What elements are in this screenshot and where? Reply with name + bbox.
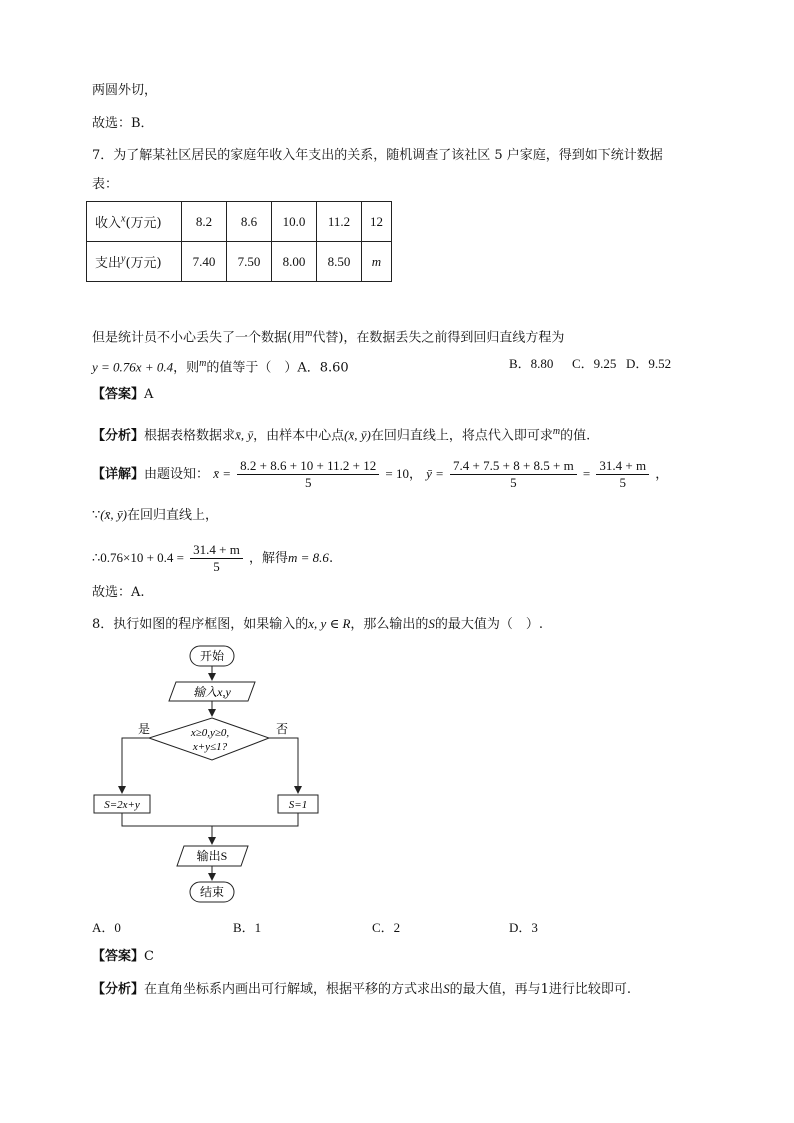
- prev-choice-line: 故选：B．: [92, 116, 154, 131]
- q7-option-c: C．9.25: [572, 356, 617, 371]
- q7-therefore: ∴0.76×10 + 0.4 = $\frac{31.4 + m}{5}$ ，解得m = 8.6.: [92, 542, 334, 574]
- table-cell: 7.50: [227, 242, 272, 282]
- table-cell: 8.00: [272, 242, 317, 282]
- flow-end-label: 结束: [199, 885, 225, 899]
- q7-equation-line: y = 0.76x + 0.4，则$^m$的值等于（ ）A．8.60: [92, 358, 349, 376]
- analysis-tag: 【分析】: [92, 982, 145, 997]
- table-row: [87, 202, 392, 242]
- xbar-fraction: $\frac{8.2 + 8.6 + 10 + 11.2 + 12}{5}$: [237, 458, 379, 491]
- flow-output-label: 输出S: [196, 849, 228, 863]
- q8-option-a: A．0: [92, 920, 121, 935]
- therefore-fraction: $\frac{31.4 + m}{5}$: [190, 542, 243, 575]
- table-cell: 8.2: [182, 202, 227, 242]
- q7-since: ∵(x̄, ȳ)在回归直线上，: [92, 507, 218, 523]
- flow-condition-line1: x≥0,y≥0,: [190, 727, 230, 739]
- flow-left-box: [94, 795, 150, 813]
- flow-output: [177, 846, 248, 866]
- flow-input-label: 输入x,y: [193, 685, 231, 699]
- analysis-tag: 【分析】: [92, 428, 145, 444]
- flow-condition-line2: x+y≤1?: [192, 741, 228, 753]
- table-row: [87, 242, 392, 282]
- prev-answer-line: 两圆外切，: [92, 83, 158, 98]
- flow-right-box: [278, 795, 318, 813]
- table-row-label: 收入$^x$(万元): [87, 202, 182, 242]
- table-cell: 11.2: [317, 202, 362, 242]
- q7-analysis: 【分析】根据表格数据求x̄, ȳ，由样本中心点(x̄, ȳ)在回归直线上，将点代入即可求$^m$的值.: [92, 426, 591, 444]
- answer-tag: 【答案】: [92, 949, 145, 964]
- table-cell: 7.40: [182, 242, 227, 282]
- q8-answer: 【答案】C: [92, 949, 154, 964]
- ybar-fraction-simplified: $\frac{31.4 + m}{5}$: [596, 458, 649, 491]
- q7-option-d: D．9.52: [626, 356, 672, 371]
- q7-option-b: B．8.80: [509, 356, 554, 371]
- table-cell: 8.50: [317, 242, 362, 282]
- table-row-label: 支出$^y$(万元): [87, 242, 182, 282]
- flow-yes-label: 是: [138, 722, 151, 736]
- flow-no-label: 否: [276, 722, 289, 736]
- flow-right-box-label: S=1: [288, 799, 308, 811]
- q7-data-table: [86, 201, 392, 282]
- detail-tag: 【详解】: [92, 467, 145, 482]
- q7-note: 但是统计员不小心丢失了一个数据(用$^m$代替)，在数据丢失之前得到回归直线方程为: [92, 328, 565, 346]
- q7-stem-continued: 表：: [92, 177, 119, 192]
- ybar-fraction: $\frac{7.4 + 7.5 + 8 + 8.5 + m}{5}$: [450, 458, 577, 491]
- flowchart: [80, 638, 340, 908]
- flow-left-box-label: S=2x+y: [104, 799, 140, 811]
- flow-start: [190, 646, 234, 666]
- q7-answer: 【答案】A: [92, 387, 154, 402]
- q7-detail: 【详解】由题设知： x̄ = $\frac{8.2 + 8.6 + 10 + 11.2 + 12}{5}$ = 10， ȳ = $\frac{7.4 + 7.5 + 8 + 8.5 + m}{5}$ = $\frac{31.4 + m}{5}$ ，: [92, 458, 669, 490]
- flow-end: [190, 882, 234, 902]
- answer-tag: 【答案】: [92, 387, 145, 402]
- table-cell: 10.0: [272, 202, 317, 242]
- table-cell: 12: [362, 202, 392, 242]
- q8-option-c: C．2: [372, 920, 401, 935]
- q8-analysis: 【分析】在直角坐标系内画出可行解域，根据平移的方式求出S的最大值，再与1进行比较即可.: [92, 981, 631, 997]
- q8-option-b: B．1: [233, 920, 262, 935]
- flow-start-label: 开始: [199, 649, 225, 663]
- q7-stem: 7．为了解某社区居民的家庭年收入年支出的关系，随机调查了该社区 5 户家庭，得到如下统计数据: [92, 148, 663, 163]
- flow-condition: [149, 718, 269, 760]
- q7-conclusion: 故选：A.: [92, 585, 145, 600]
- q8-option-d: D．3: [509, 920, 538, 935]
- q8-stem: 8．执行如图的程序框图，如果输入的x, y ∈ R，那么输出的S的最大值为（ ）.: [92, 616, 544, 632]
- table-cell: m: [362, 242, 392, 282]
- table-cell: 8.6: [227, 202, 272, 242]
- flow-input: [169, 682, 255, 701]
